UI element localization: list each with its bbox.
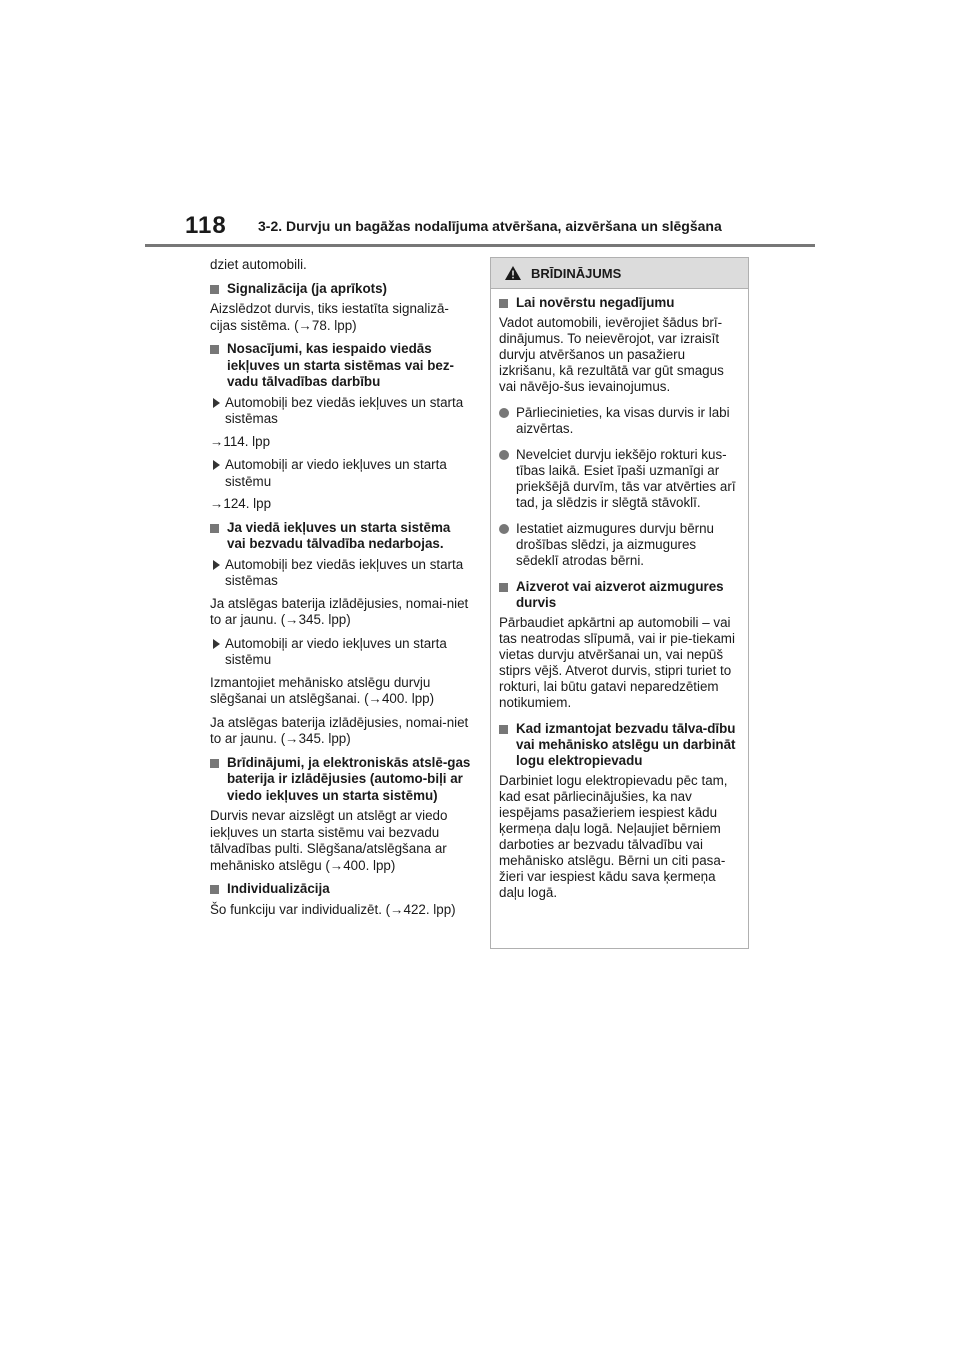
list-item: Automobiļi bez viedās iekļuves un starta sistēmas	[210, 557, 472, 590]
square-bullet-icon	[210, 885, 219, 894]
section-heading: Nosacījumi, kas iespaido viedās iekļuves un starta sistēmas vai bez-vadu tālvadības darbību	[210, 341, 472, 391]
circle-bullet-icon	[499, 524, 509, 534]
square-bullet-icon	[210, 759, 219, 768]
triangle-bullet-icon	[213, 460, 220, 470]
chapter-title: 3-2. Durvju un bagāžas nodalījuma atvēršana, aizvēršana un slēgšana	[258, 218, 722, 234]
warning-triangle-icon	[505, 266, 521, 280]
warning-heading: Lai novērstu negadījumu	[499, 295, 740, 311]
list-item: Automobiļi ar viedo iekļuves un starta sistēmu	[210, 457, 472, 490]
triangle-bullet-icon	[213, 639, 220, 649]
circle-bullet-icon	[499, 450, 509, 460]
warning-header	[491, 258, 748, 289]
triangle-bullet-icon	[213, 398, 220, 408]
list-item: Automobiļi ar viedo iekļuves un starta sistēmu	[210, 636, 472, 669]
list-item: Iestatiet aizmugures durvju bērnu drošības slēdzi, ja aizmugures sēdeklī atrodas bērni.	[499, 521, 740, 569]
intro-text: dziet automobili.	[210, 257, 307, 272]
page-number: 118	[185, 212, 227, 239]
paragraph: Izmantojiet mehānisko atslēgu durvju slēgšanai un atslēgšanai. (→400. lpp)	[210, 674, 435, 706]
paragraph: Durvis nevar aizslēgt un atslēgt ar viedo iekļuves un starta sistēmu vai bezvadu tālvadības pulti. Slēgšana/atslēgšana ar mehānisko atslēgu (→400. lpp)	[210, 808, 448, 873]
paragraph: Aizslēdzot durvis, tiks iestatīta signalizā-cijas sistēma. (→78. lpp)	[210, 301, 449, 333]
warning-heading: Kad izmantojat bezvadu tālva-dību vai mehānisko atslēgu un darbināt logu elektropievadu	[499, 721, 740, 769]
square-bullet-icon	[499, 583, 508, 592]
paragraph: Šo funkciju var individualizēt. (→422. lpp)	[210, 901, 456, 917]
paragraph: Darbiniet logu elektropievadu pēc tam, kad esat pārliecinājušies, ka nav iespējams pasažieriem iespiest kādu ķermeņa daļu logā. Neļaujiet bērniem darboties ar bezvadu tālvadību vai mehānisko atslēgu. Bērni un citi pasa-žieri var iespiest kādu sava ķermeņa daļu logā.	[499, 773, 728, 900]
list-item: Nevelciet durvju iekšējo rokturi kus-tības laikā. Esiet īpaši uzmanīgi ar priekšējā durvīm, tās var atvērties arī tad, ja slēdzis ir slēgtā stāvoklī.	[499, 447, 740, 511]
section-heading: Signalizācija (ja aprīkots)	[210, 281, 472, 298]
square-bullet-icon	[499, 299, 508, 308]
warning-body	[491, 289, 748, 901]
paragraph: Pārbaudiet apkārtni ap automobili – vai tas neatrodas slīpumā, vai ir pie-tiekami vietas durvju atvēršanai un, vai nepūš stiprs vējš. Atverot durvis, stipri turiet to rokturi, lai būtu gatavi neparedzētiem notikumiem.	[499, 615, 735, 710]
warning-title: BRĪDINĀJUMS	[531, 265, 622, 281]
section-heading: Ja viedā iekļuves un starta sistēma vai bezvadu tālvadība nedarbojas.	[210, 520, 472, 553]
square-bullet-icon	[210, 524, 219, 533]
circle-bullet-icon	[499, 408, 509, 418]
header-divider	[145, 244, 815, 247]
list-item: Pārliecinieties, ka visas durvis ir labi aizvērtas.	[499, 405, 740, 437]
warning-heading: Aizverot vai aizverot aizmugures durvis	[499, 579, 740, 611]
square-bullet-icon	[210, 345, 219, 354]
page-reference: →124. lpp	[210, 496, 272, 511]
section-heading: Brīdinājumi, ja elektroniskās atslē-gas baterija ir izlādējusies (automo-biļi ar viedo iekļuves un starta sistēmu)	[210, 755, 472, 805]
square-bullet-icon	[499, 725, 508, 734]
section-heading: Individualizācija	[210, 881, 472, 898]
list-item: Automobiļi bez viedās iekļuves un starta sistēmas	[210, 395, 472, 428]
left-column	[210, 257, 472, 925]
page-reference: →114. lpp	[210, 433, 271, 449]
paragraph: Ja atslēgas baterija izlādējusies, nomai-niet to ar jaunu. (→345. lpp)	[210, 595, 469, 627]
paragraph: Vadot automobili, ievērojiet šādus brī-dinājumus. To neievērojot, var izraisīt durvju atvēršanos un pasažieru izkrišanu, kā rezultātā var gūt smagus vai nāvējo-šus ievainojumus.	[499, 315, 724, 394]
paragraph: Ja atslēgas baterija izlādējusies, nomai-niet to ar jaunu. (→345. lpp)	[210, 714, 469, 746]
warning-box	[490, 257, 749, 949]
triangle-bullet-icon	[213, 560, 220, 570]
square-bullet-icon	[210, 285, 219, 294]
